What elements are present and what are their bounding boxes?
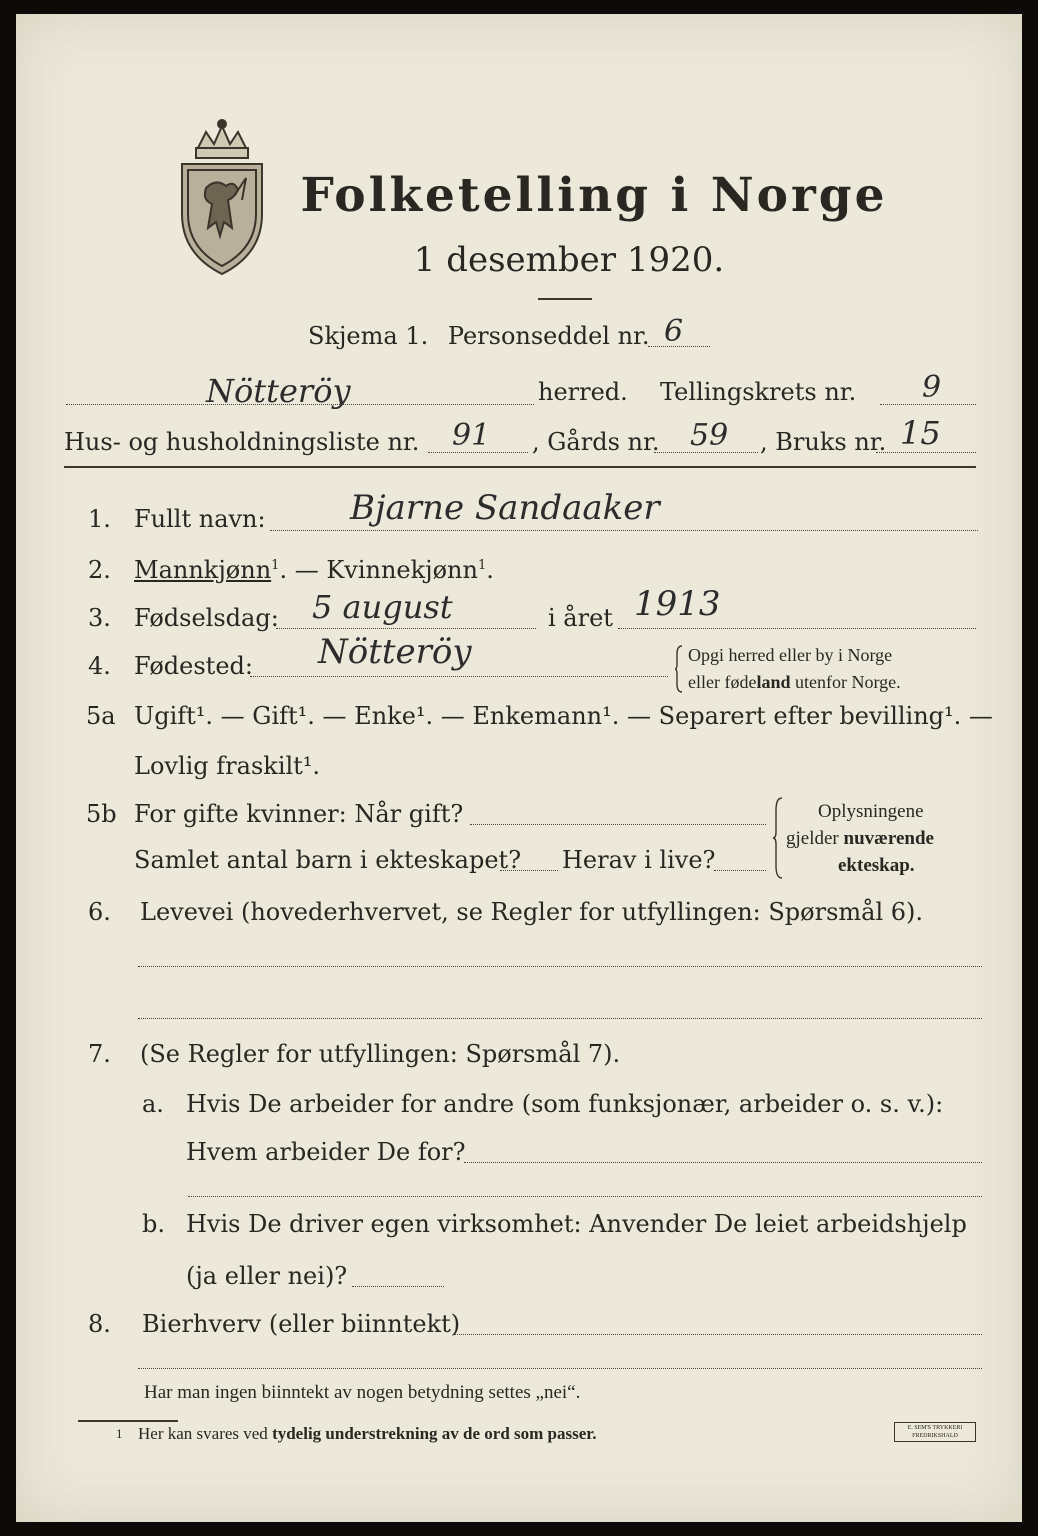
personseddel-label: Personseddel nr.: [447, 322, 650, 350]
birth-year-field[interactable]: [618, 628, 976, 629]
footnote-text: Her kan svares ved tydelig understrekning av de ord som passer.: [138, 1424, 597, 1443]
q7a-line1: Hvis De arbeider for andre (som funksjonær, arbeider o. s. v.):: [186, 1090, 944, 1118]
title-divider: [538, 298, 592, 300]
q7-label: (Se Regler for utfyllingen: Spørsmål 7).: [140, 1040, 621, 1068]
sex-options: Mannkjønn$^1$. — Kvinnekjønn$^1$.: [134, 556, 494, 584]
printer-stamp: E. SEM'S TRYKKERI FREDRIKSHALD: [894, 1422, 976, 1442]
q2-number: 2.: [88, 556, 111, 584]
full-name-field[interactable]: [270, 530, 978, 531]
bruks-field[interactable]: [876, 452, 976, 453]
census-date: 1 desember 1920.: [413, 240, 725, 280]
q5b-line1-label: For gifte kvinner: Når gift?: [134, 800, 464, 828]
birthday-value: 5 august: [312, 588, 453, 626]
male-option[interactable]: Mannkjønn: [134, 556, 272, 584]
nei-note: Har man ingen biinntekt av nogen betydning settes „nei“.: [144, 1382, 581, 1403]
municipality-value: Nötteröy: [206, 372, 351, 410]
schema-line: [308, 322, 650, 350]
q8-label: Bierhverv (eller biinntekt): [142, 1310, 461, 1338]
marital-options-divorced[interactable]: Lovlig fraskilt¹.: [134, 752, 321, 780]
bruks-label: , Bruks nr.: [760, 428, 887, 456]
q6-number: 6.: [88, 898, 111, 926]
household-list-label: Hus- og husholdningsliste nr.: [64, 428, 420, 456]
year-label: i året: [548, 604, 613, 632]
q7-number: 7.: [88, 1040, 111, 1068]
brace-icon: [772, 796, 784, 880]
birthplace-field[interactable]: [250, 676, 668, 677]
tellingskrets-label: Tellingskrets nr.: [660, 378, 857, 406]
female-option[interactable]: Kvinnekjønn: [326, 556, 478, 584]
occupation-field-1[interactable]: [138, 966, 982, 967]
q7a-letter: a.: [142, 1090, 164, 1118]
marital-options[interactable]: Ugift¹. — Gift¹. — Enke¹. — Enkemann¹. — Separert efter bevilling¹. —: [134, 702, 993, 730]
herred-label: herred.: [538, 378, 628, 406]
full-name-value: Bjarne Sandaaker: [350, 488, 660, 528]
q4-label: Fødested:: [134, 652, 253, 680]
q7a-line2: Hvem arbeider De for?: [186, 1138, 466, 1166]
gards-value: 59: [690, 418, 729, 453]
household-list-value: 91: [452, 418, 491, 453]
occupation-field-2[interactable]: [138, 1018, 982, 1019]
q5b-alive-label: Herav i live?: [562, 846, 716, 874]
q7b-line1: Hvis De driver egen virksomhet: Anvender De leiet arbeidshjelp: [186, 1210, 967, 1238]
side-income-field[interactable]: [454, 1334, 982, 1335]
q3-number: 3.: [88, 604, 111, 632]
q8-number: 8.: [88, 1310, 111, 1338]
birthplace-note-1: Opgi herred eller by i Norge: [688, 645, 893, 665]
footnote-mark: 1: [116, 1426, 123, 1441]
q7b-line2: (ja eller nei)?: [186, 1262, 348, 1290]
married-when-field[interactable]: [470, 824, 766, 825]
q6-label: Levevei (hovederhvervet, se Regler for utfyllingen: Spørsmål 6).: [140, 898, 924, 926]
bruks-value: 15: [900, 414, 941, 452]
tellingskrets-value: 9: [922, 370, 942, 405]
q3-label: Fødselsdag:: [134, 604, 279, 632]
q1-number: 1.: [88, 505, 111, 533]
footnote-divider: [78, 1420, 178, 1422]
form-title: Folketelling i Norge: [300, 168, 888, 223]
header-divider: [64, 466, 976, 468]
marriage-note-1: Oplysningene: [818, 801, 924, 822]
hired-help-field[interactable]: [352, 1286, 444, 1287]
birthplace-value: Nötteröy: [318, 632, 472, 672]
alive-field[interactable]: [714, 870, 766, 871]
employer-field[interactable]: [464, 1162, 982, 1163]
side-income-field-2[interactable]: [138, 1368, 982, 1369]
schema-label: Skjema 1.: [308, 322, 429, 350]
q5a-number: 5a: [86, 702, 116, 730]
birthday-field[interactable]: [276, 628, 536, 629]
q1-label: Fullt navn:: [134, 505, 266, 533]
q5b-number: 5b: [86, 800, 117, 828]
marriage-note-2: gjelder nuværende: [786, 828, 934, 849]
personseddel-value: 6: [664, 314, 684, 349]
q7b-letter: b.: [142, 1210, 165, 1238]
q4-number: 4.: [88, 652, 111, 680]
birth-year-value: 1913: [634, 584, 721, 624]
q5b-children-label: Samlet antal barn i ekteskapet?: [134, 846, 522, 874]
birthplace-note-2: eller fødeland utenfor Norge.: [688, 672, 901, 692]
children-field[interactable]: [500, 870, 558, 871]
marriage-note-3: ekteskap.: [838, 855, 915, 876]
brace-icon: [674, 644, 684, 694]
employer-field-2[interactable]: [188, 1196, 982, 1197]
gards-label: , Gårds nr.: [532, 428, 660, 456]
